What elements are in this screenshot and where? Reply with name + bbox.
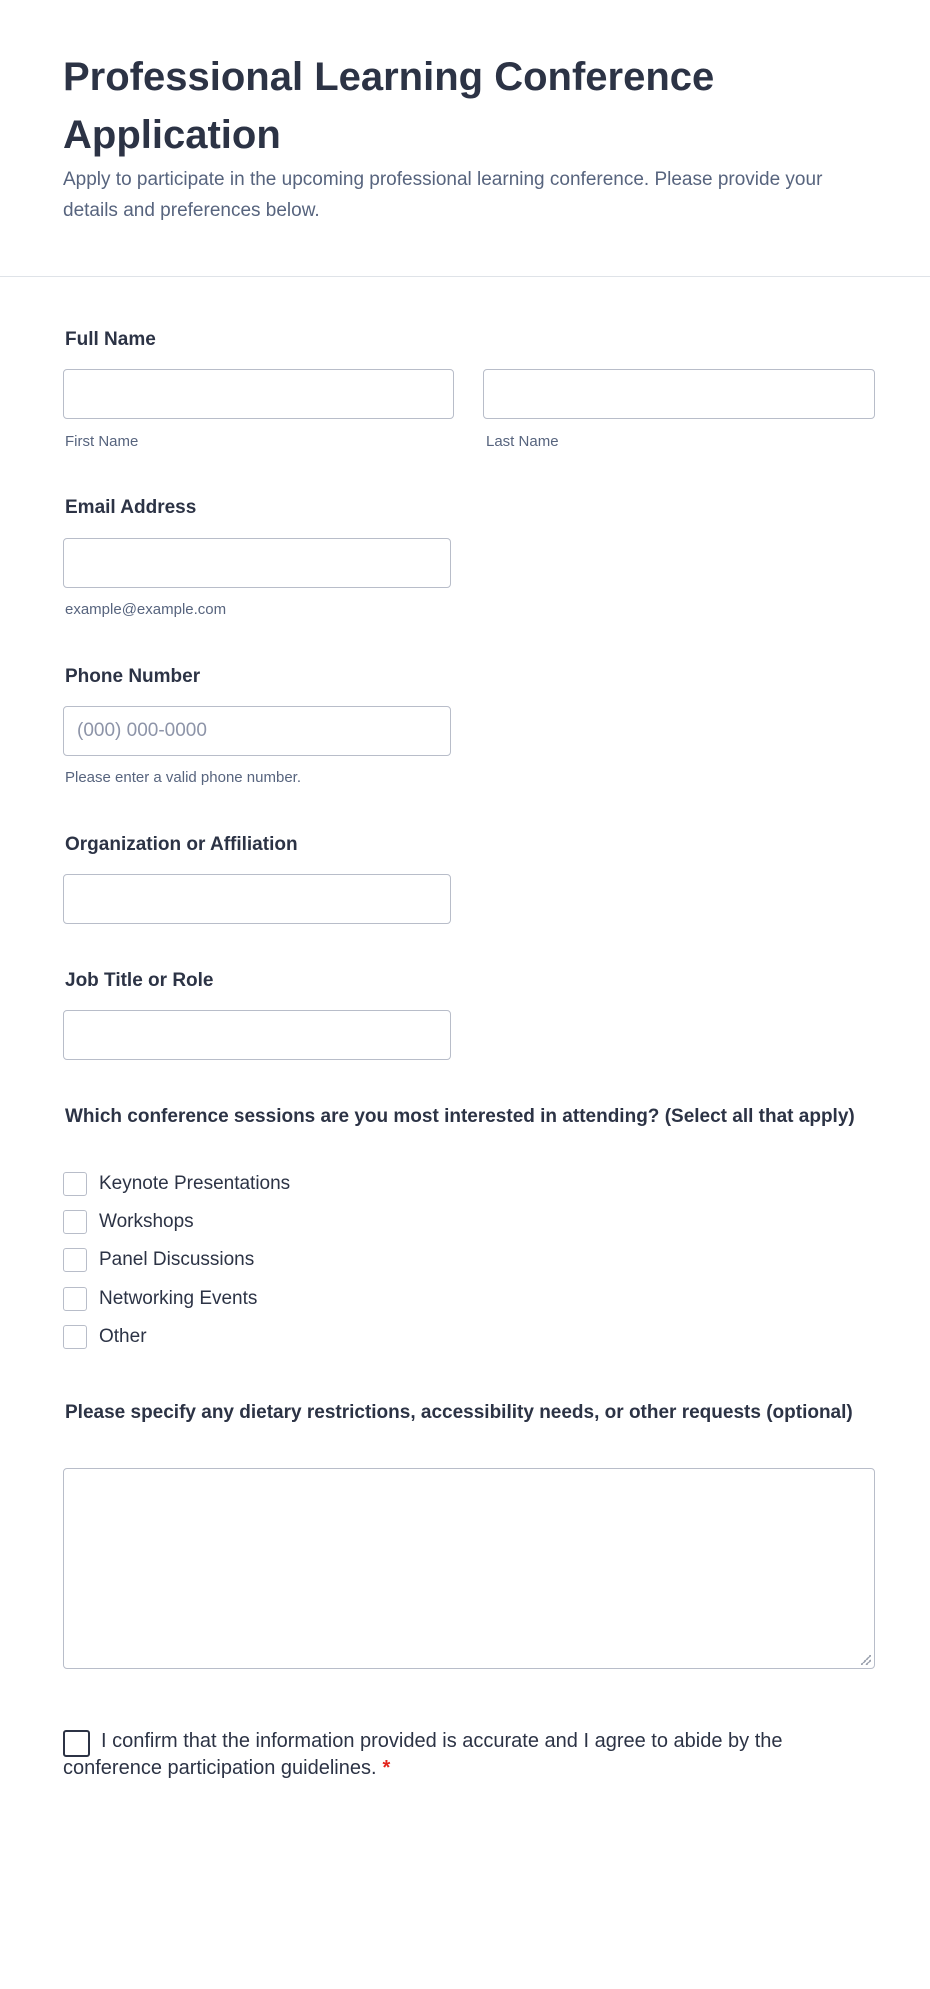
checkbox[interactable]	[63, 1248, 87, 1272]
option-label: Panel Discussions	[99, 1249, 255, 1270]
full-name-label: Full Name	[65, 329, 156, 350]
resize-handle-icon[interactable]	[861, 1655, 871, 1665]
checkbox[interactable]	[63, 1325, 87, 1349]
session-option-networking[interactable]	[63, 1287, 257, 1311]
form-title: Professional Learning Conference Application	[63, 55, 715, 157]
email-sublabel: example@example.com	[65, 601, 227, 618]
checkbox[interactable]	[63, 1210, 87, 1234]
option-label: Workshops	[99, 1211, 194, 1232]
consent-label	[63, 1728, 783, 1782]
form-description: Apply to participate in the upcoming professional learning conference. Please provide your details and preferences below.	[63, 169, 823, 221]
required-asterisk: *	[382, 1757, 391, 1779]
last-name-input[interactable]	[483, 369, 875, 419]
organization-input[interactable]	[63, 874, 451, 924]
last-name-sublabel: Last Name	[486, 433, 559, 450]
option-label: Other	[99, 1326, 147, 1347]
requests-label: Please specify any dietary restrictions, accessibility needs, or other requests (optional)	[65, 1402, 853, 1423]
requests-textarea[interactable]	[63, 1468, 875, 1669]
phone-label: Phone Number	[65, 666, 201, 687]
first-name-sublabel: First Name	[65, 433, 139, 450]
session-option-keynote[interactable]	[63, 1172, 290, 1196]
form-header	[0, 0, 930, 277]
email-input[interactable]	[63, 538, 451, 588]
sessions-label: Which conference sessions are you most interested in attending? (Select all that apply)	[65, 1106, 855, 1127]
phone-sublabel: Please enter a valid phone number.	[65, 769, 301, 786]
job-title-label: Job Title or Role	[65, 970, 214, 991]
session-option-other[interactable]	[63, 1325, 147, 1349]
checkbox[interactable]	[63, 1287, 87, 1311]
option-label: Keynote Presentations	[99, 1173, 291, 1194]
session-option-workshops[interactable]	[63, 1210, 194, 1234]
job-title-input[interactable]	[63, 1010, 451, 1060]
first-name-input[interactable]	[63, 369, 454, 419]
phone-input[interactable]	[63, 706, 451, 756]
email-label: Email Address	[65, 497, 197, 518]
organization-label: Organization or Affiliation	[65, 834, 298, 855]
consent-text: I confirm that the information provided is accurate and I agree to abide by the conference participation guidelines.	[63, 1730, 783, 1779]
checkbox[interactable]	[63, 1172, 87, 1196]
session-option-panels[interactable]	[63, 1248, 254, 1272]
option-label: Networking Events	[99, 1288, 258, 1309]
